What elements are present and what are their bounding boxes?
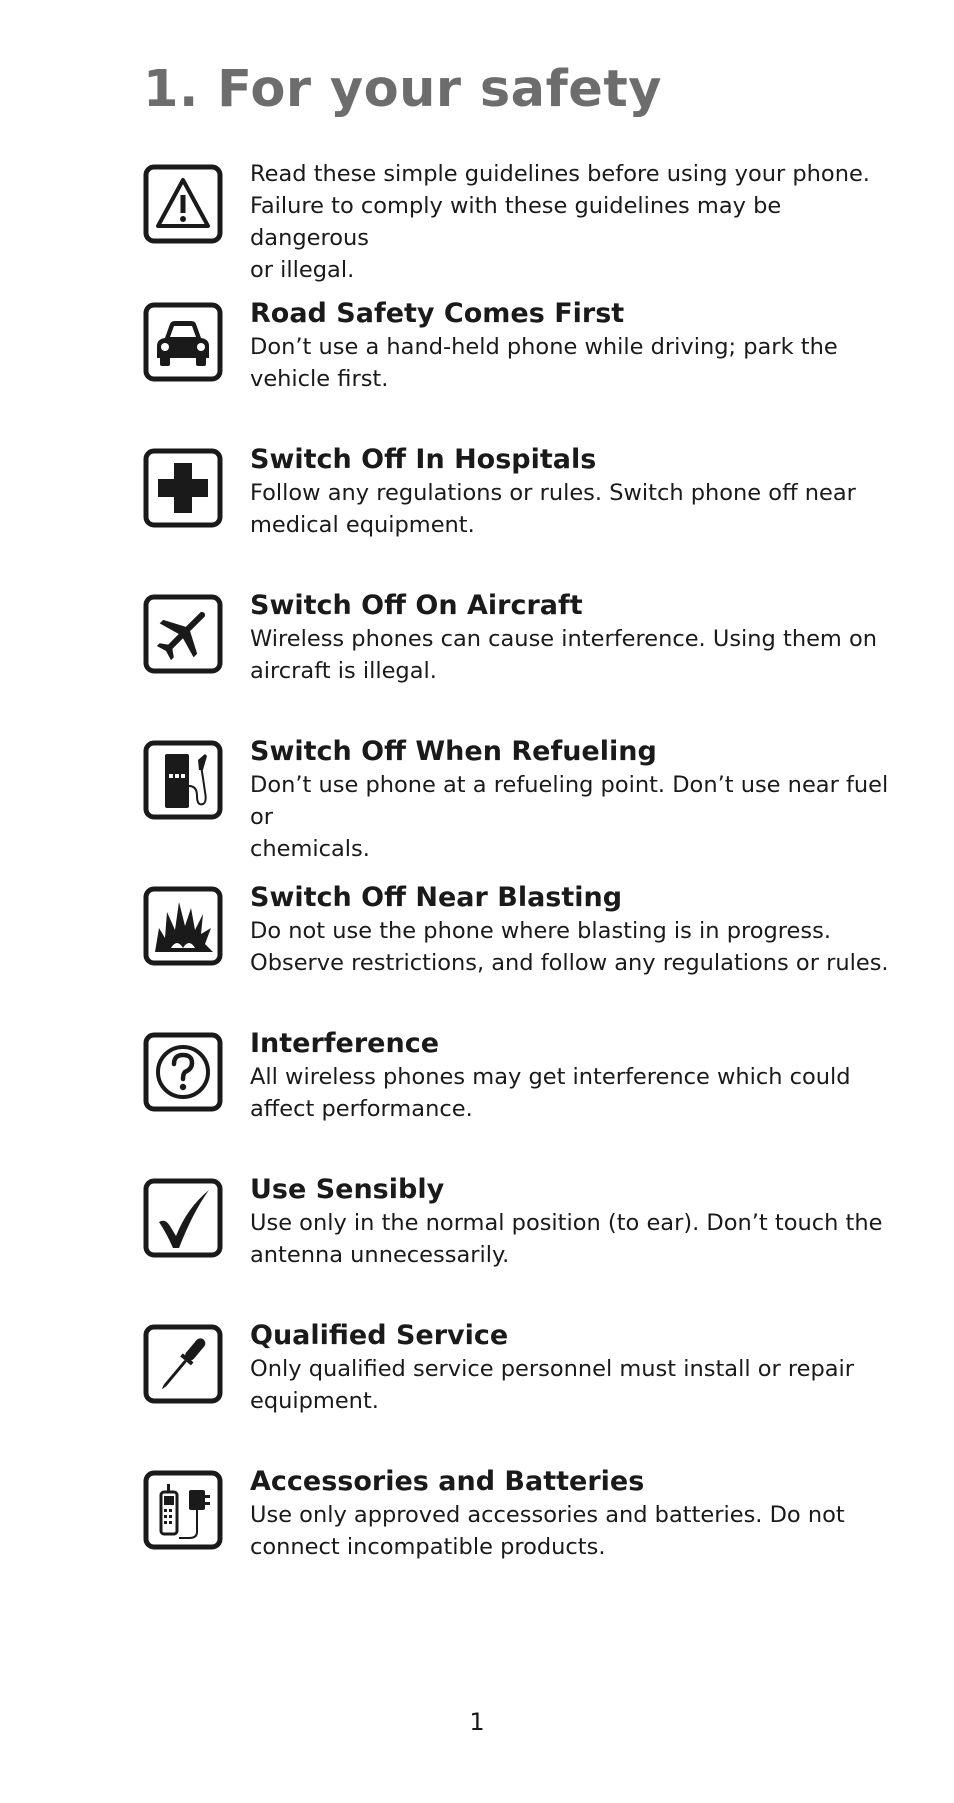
checkmark-icon — [143, 1178, 223, 1258]
page-title: 1. For your safety — [143, 60, 662, 119]
screwdriver-icon — [143, 1324, 223, 1404]
phone-charger-icon — [143, 1470, 223, 1550]
explosion-icon — [143, 886, 223, 966]
item-heading: Road Safety Comes First — [250, 298, 625, 329]
item-heading: Use Sensibly — [250, 1174, 445, 1205]
item-body: All wireless phones may get interference which could affect performance. — [250, 1064, 851, 1122]
warning-icon — [143, 164, 223, 244]
item-body: Use only in the normal position (to ear). Don’t touch the antenna unnecessarily. — [250, 1210, 883, 1268]
item-body: Only qualified service personnel must install or repair equipment. — [250, 1356, 855, 1414]
fuel-pump-icon — [143, 740, 223, 820]
item-body: Don’t use phone at a refueling point. Don’t use near fuel or chemicals. — [250, 772, 889, 862]
item-heading: Switch Off Near Blasting — [250, 882, 623, 913]
item-heading: Switch Off On Aircraft — [250, 590, 583, 621]
medical-cross-icon — [143, 448, 223, 528]
item-body: Do not use the phone where blasting is in progress. Observe restrictions, and follow any regulations or rules. — [250, 918, 889, 976]
car-icon — [143, 302, 223, 382]
item-heading: Switch Off In Hospitals — [250, 444, 597, 475]
item-heading: Accessories and Batteries — [250, 1466, 645, 1497]
item-body: Use only approved accessories and batteries. Do not connect incompatible products. — [250, 1502, 845, 1560]
question-mark-icon — [143, 1032, 223, 1112]
item-body: Wireless phones can cause interference. Using them on aircraft is illegal. — [250, 626, 878, 684]
item-heading: Switch Off When Refueling — [250, 736, 657, 767]
item-body: Follow any regulations or rules. Switch phone off near medical equipment. — [250, 480, 856, 538]
item-body: Don’t use a hand-held phone while driving; park the vehicle first. — [250, 334, 838, 392]
airplane-icon — [143, 594, 223, 674]
intro-text: Read these simple guidelines before using your phone. Failure to comply with these guidelines may be dangerous or illegal. — [250, 161, 870, 283]
item-heading: Interference — [250, 1028, 440, 1059]
item-heading: Qualified Service — [250, 1320, 509, 1351]
page-number: 1 — [469, 1708, 485, 1736]
